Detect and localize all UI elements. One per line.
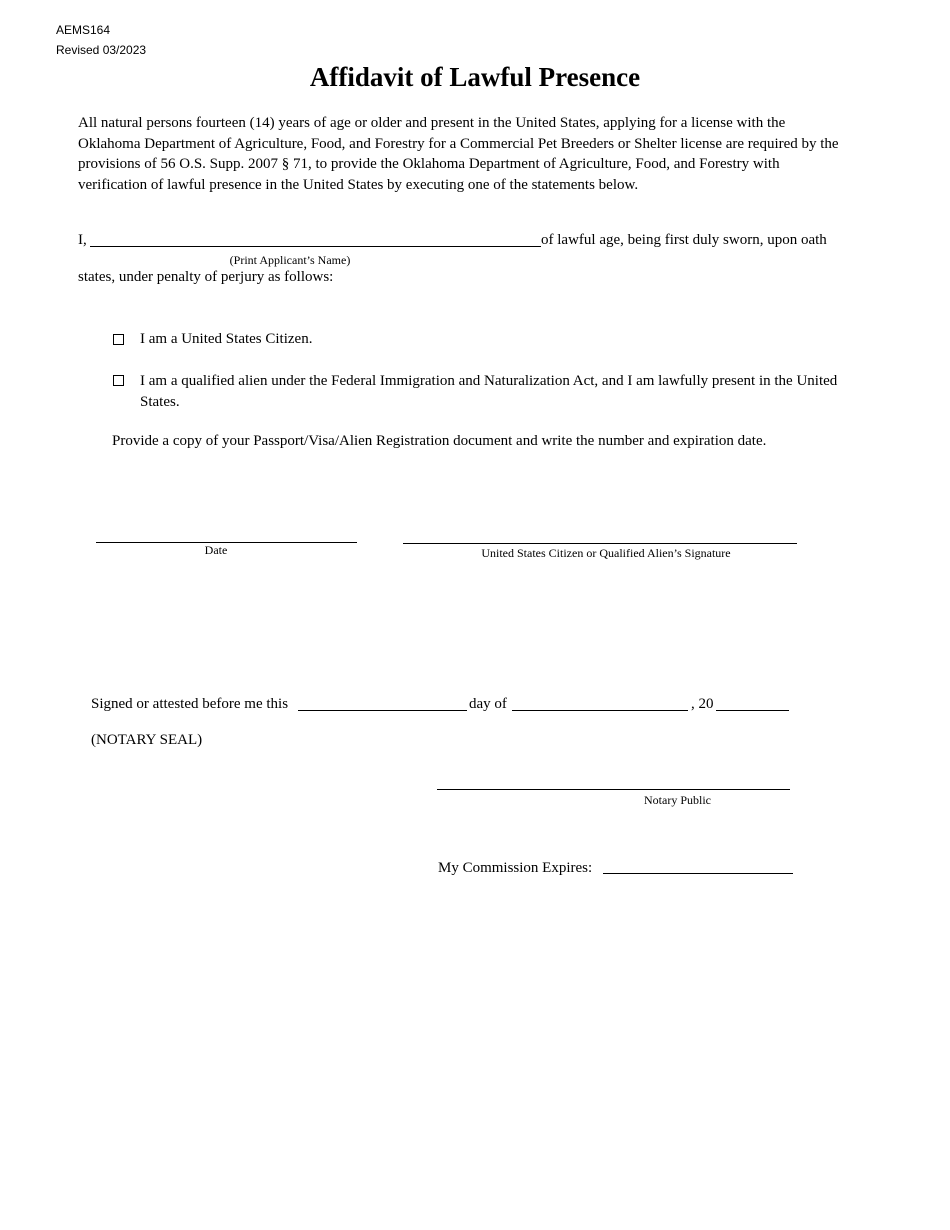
day-of-label: day of xyxy=(469,696,507,712)
qualified-alien-checkbox[interactable] xyxy=(113,375,124,386)
notary-year-field[interactable] xyxy=(716,710,789,711)
commission-expires-field[interactable] xyxy=(603,873,793,874)
notary-seal-label: (NOTARY SEAL) xyxy=(91,732,203,748)
commission-expires-label: My Commission Expires: xyxy=(438,860,593,876)
page-title: Affidavit of Lawful Presence xyxy=(309,62,641,92)
applicant-name-caption: (Print Applicant’s Name) xyxy=(229,253,351,267)
revised-date: Revised 03/2023 xyxy=(56,43,147,57)
notary-signature-field[interactable] xyxy=(437,789,790,790)
signature-field[interactable] xyxy=(403,543,797,544)
citizen-option-label: I am a United States Citizen. xyxy=(140,331,313,347)
oath-prefix: I, xyxy=(78,232,87,248)
notary-month-field[interactable] xyxy=(512,710,688,711)
oath-suffix: of lawful age, being first duly sworn, upon oath xyxy=(541,232,827,248)
signature-caption: United States Citizen or Qualified Alien’s Signature xyxy=(481,546,731,560)
intro-paragraph: All natural persons fourteen (14) years of age or older and present in the United States, applying for a license with the Oklahoma Department of Agriculture, Food, and Forestry for a Commercial Pet Breeders or Shelter license are required by the provisions of 56 O.S. Supp. 2007 § 71, to provide the Oklahoma Department of Agriculture, Food, and Forestry with verification of lawful presence in the United States by executing one of the statements below. xyxy=(78,115,839,194)
citizen-checkbox[interactable] xyxy=(113,334,124,345)
oath-continuation: states, under penalty of perjury as follows: xyxy=(78,269,334,285)
qualified-alien-option-label: I am a qualified alien under the Federal Immigration and Naturalization Act, and I am lawfully present in the United States. xyxy=(140,373,838,410)
form-id: AEMS164 xyxy=(56,23,111,37)
signed-attested-label: Signed or attested before me this xyxy=(91,696,289,712)
date-caption: Date xyxy=(204,543,228,557)
notary-public-caption: Notary Public xyxy=(644,793,711,807)
applicant-name-field[interactable] xyxy=(90,246,541,247)
year-prefix-label: , 20 xyxy=(691,696,714,712)
provide-copy-instruction: Provide a copy of your Passport/Visa/Alien Registration document and write the number and expiration date. xyxy=(112,433,767,449)
notary-day-field[interactable] xyxy=(298,710,467,711)
